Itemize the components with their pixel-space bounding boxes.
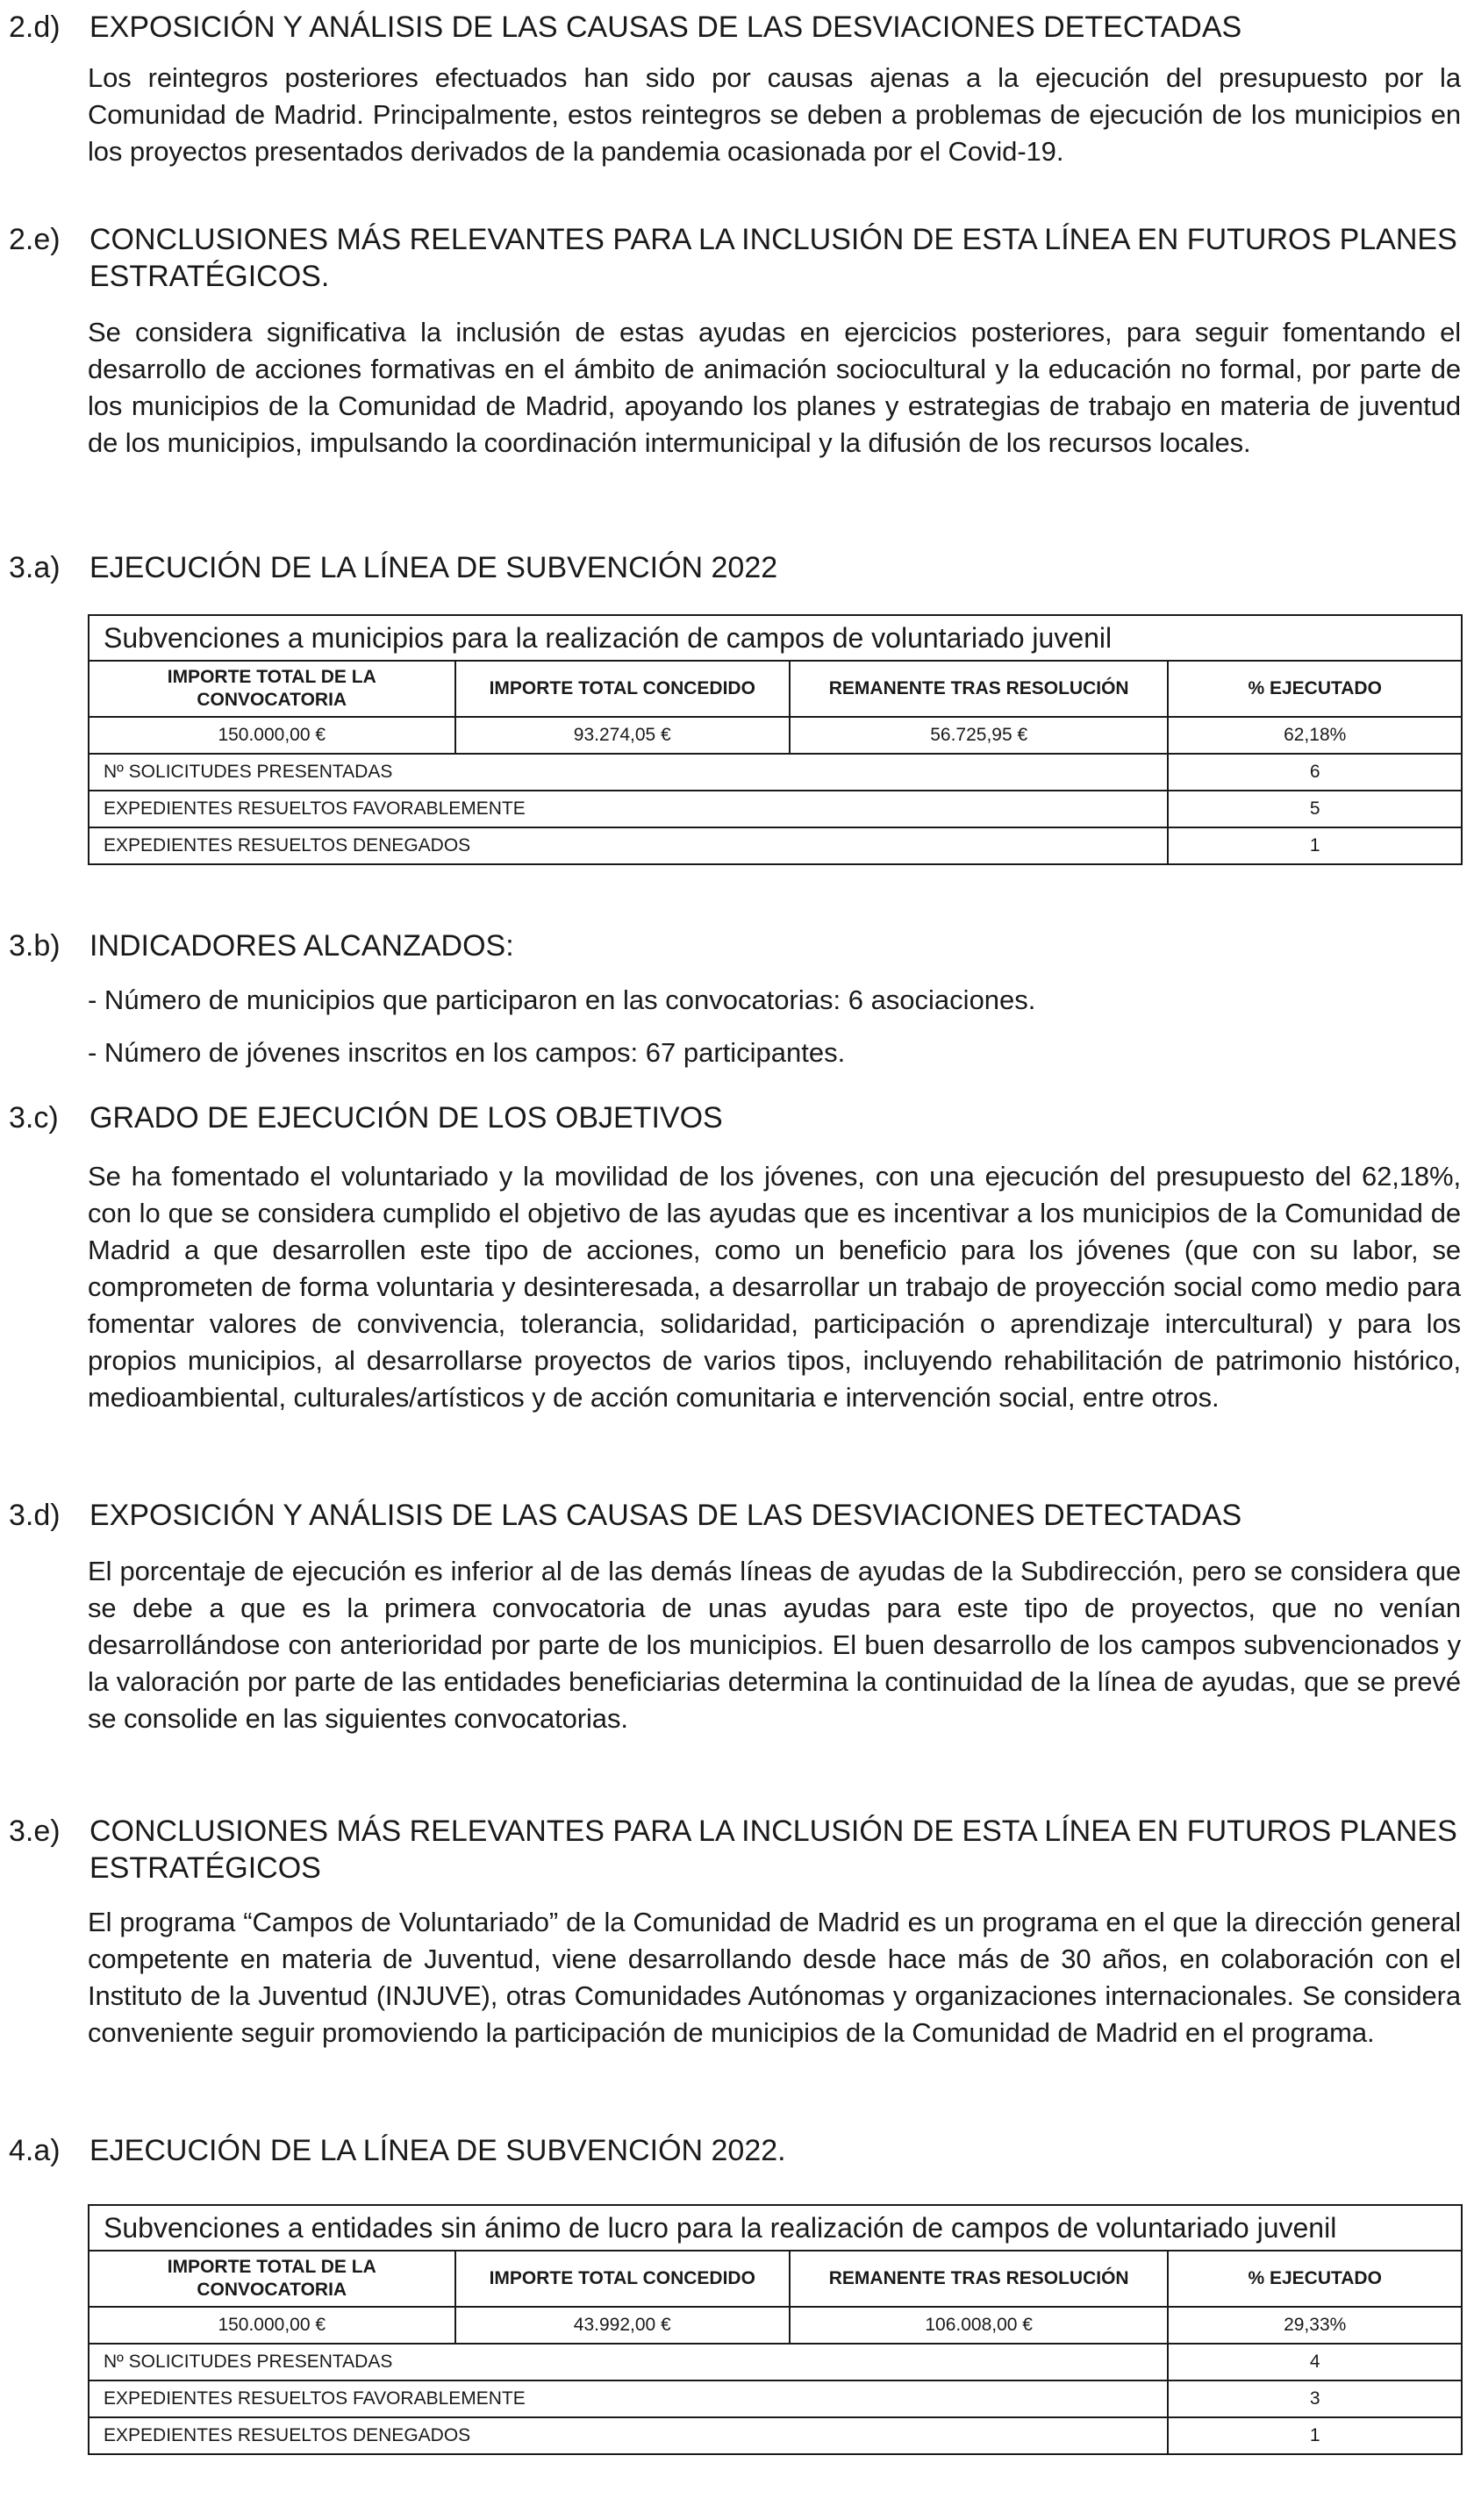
row-value: 1 <box>1168 827 1462 864</box>
paragraph-2d: Los reintegros posteriores efectuados han sido por causas ajenas a la ejecución del presupuesto por la Comunidad de Madrid. Principalmente, estos reintegros se deben a problemas de ejecución de los municipios en los proyectos presentados derivados de la pandemia ocasionada por el Covid-19. <box>88 62 1461 167</box>
heading-number: 3.d) <box>9 1499 61 1532</box>
value-porcentaje: 62,18% <box>1168 717 1462 754</box>
row-label: EXPEDIENTES RESUELTOS DENEGADOS <box>89 2417 1168 2454</box>
header-remanente: REMANENTE TRAS RESOLUCIÓN <box>790 661 1168 717</box>
row-value: 4 <box>1168 2344 1462 2380</box>
value-importe-concedido: 43.992,00 € <box>455 2307 790 2344</box>
heading-3c <box>9 1099 723 1136</box>
heading-number: 3.b) <box>9 929 61 963</box>
row-label: Nº SOLICITUDES PRESENTADAS <box>89 754 1168 791</box>
heading-3a <box>9 549 777 586</box>
paragraph-3c: Se ha fomentado el voluntariado y la movilidad de los jóvenes, con una ejecución del presupuesto del 62,18%, con lo que se considera cumplido el objetivo de las ayudas que es incentivar a los municipios de la Comunidad de Madrid a que desarrollen este tipo de acciones, como un beneficio para los jóvenes (que con su labor, se comprometen de forma voluntaria y desinteresada, a desarrollar un trabajo de proyección social como medio para fomentar valores de convivencia, tolerancia, solidaridad, participación o aprendizaje intercultural) y para los propios municipios, al desarrollarse proyectos de varios tipos, incluyendo rehabilitación de patrimonio histórico, medioambiental, culturales/artísticos y de acción comunitaria e intervención social, entre otros. <box>88 1161 1461 1413</box>
heading-title: INDICADORES ALCANZADOS: <box>89 929 514 963</box>
heading-title: EJECUCIÓN DE LA LÍNEA DE SUBVENCIÓN 2022. <box>89 2134 786 2167</box>
heading-4a <box>9 2132 786 2169</box>
paragraph-3e: El programa “Campos de Voluntariado” de la Comunidad de Madrid es un programa en el que la dirección general competente en materia de Juventud, viene desarrollando desde hace más de 30 años, en colaboración con el Instituto de la Juventud (INJUVE), otras Comunidades Autónomas y organizaciones internacionales. Se considera conveniente seguir promoviendo la participación de municipios de la Comunidad de Madrid en el programa. <box>88 1907 1461 2048</box>
value-importe-convocatoria: 150.000,00 € <box>89 717 455 754</box>
header-importe-concedido: IMPORTE TOTAL CONCEDIDO <box>455 661 790 717</box>
heading-number: 2.d) <box>9 11 61 44</box>
row-label: EXPEDIENTES RESUELTOS FAVORABLEMENTE <box>89 791 1168 827</box>
heading-number: 3.a) <box>9 551 61 584</box>
value-importe-convocatoria: 150.000,00 € <box>89 2307 455 2344</box>
indicator-item: - Número de jóvenes inscritos en los campos: 67 participantes. <box>88 1037 846 1068</box>
heading-number: 4.a) <box>9 2134 61 2167</box>
heading-title: GRADO DE EJECUCIÓN DE LOS OBJETIVOS <box>89 1101 723 1135</box>
row-label: EXPEDIENTES RESUELTOS FAVORABLEMENTE <box>89 2380 1168 2417</box>
header-importe-concedido: IMPORTE TOTAL CONCEDIDO <box>455 2251 790 2307</box>
heading-2d <box>9 9 1241 46</box>
header-importe-convocatoria: IMPORTE TOTAL DE LA CONVOCATORIA <box>89 2251 455 2307</box>
row-label: Nº SOLICITUDES PRESENTADAS <box>89 2344 1168 2380</box>
value-porcentaje: 29,33% <box>1168 2307 1462 2344</box>
row-value: 3 <box>1168 2380 1462 2417</box>
heading-title: EJECUCIÓN DE LA LÍNEA DE SUBVENCIÓN 2022 <box>89 551 778 584</box>
heading-number: 2.e) <box>9 223 61 256</box>
heading-3e <box>9 1813 1465 1886</box>
value-remanente: 56.725,95 € <box>790 717 1168 754</box>
header-remanente: REMANENTE TRAS RESOLUCIÓN <box>790 2251 1168 2307</box>
row-label: EXPEDIENTES RESUELTOS DENEGADOS <box>89 827 1168 864</box>
paragraph-2e: Se considera significativa la inclusión de estas ayudas en ejercicios posteriores, para seguir fomentando el desarrollo de acciones formativas en el ámbito de animación sociocultural y la educación no formal, por parte de los municipios de la Comunidad de Madrid, apoyando los planes y estrategias de trabajo en materia de juventud de los municipios, impulsando la coordinación intermunicipal y la difusión de los recursos locales. <box>88 317 1461 458</box>
table-caption: Subvenciones a municipios para la realización de campos de voluntariado juvenil <box>89 615 1462 661</box>
value-importe-concedido: 93.274,05 € <box>455 717 790 754</box>
heading-number: 3.e) <box>9 1815 61 1848</box>
heading-title: EXPOSICIÓN Y ANÁLISIS DE LAS CAUSAS DE LAS DESVIACIONES DETECTADAS <box>89 1499 1242 1532</box>
heading-3d <box>9 1497 1241 1534</box>
row-value: 6 <box>1168 754 1462 791</box>
row-value: 5 <box>1168 791 1462 827</box>
indicator-item: - Número de municipios que participaron en las convocatorias: 6 asociaciones. <box>88 984 1036 1015</box>
heading-2e <box>9 221 1465 295</box>
paragraph-3d: El porcentaje de ejecución es inferior al de las demás líneas de ayudas de la Subdirección, pero se considera que se debe a que es la primera convocatoria de unas ayudas para este tipo de proyectos, que no venían desarrollándose con anterioridad por parte de los municipios. El buen desarrollo de los campos subvencionados y la valoración por parte de las entidades beneficiarias determina la continuidad de la línea de ayudas, que se prevé se consolide en las siguientes convocatorias. <box>88 1556 1461 1734</box>
heading-title: CONCLUSIONES MÁS RELEVANTES PARA LA INCLUSIÓN DE ESTA LÍNEA EN FUTUROS PLANES ESTRATÉGICOS. <box>89 223 1457 293</box>
table-4a <box>88 2204 1463 2455</box>
table-3a <box>88 614 1463 865</box>
heading-3b <box>9 927 514 964</box>
table-caption: Subvenciones a entidades sin ánimo de lucro para la realización de campos de voluntariado juvenil <box>89 2205 1462 2251</box>
header-porcentaje: % EJECUTADO <box>1168 2251 1462 2307</box>
row-value: 1 <box>1168 2417 1462 2454</box>
heading-title: EXPOSICIÓN Y ANÁLISIS DE LAS CAUSAS DE LAS DESVIACIONES DETECTADAS <box>89 11 1242 44</box>
header-importe-convocatoria: IMPORTE TOTAL DE LA CONVOCATORIA <box>89 661 455 717</box>
header-porcentaje: % EJECUTADO <box>1168 661 1462 717</box>
value-remanente: 106.008,00 € <box>790 2307 1168 2344</box>
heading-number: 3.c) <box>9 1101 59 1135</box>
heading-title: CONCLUSIONES MÁS RELEVANTES PARA LA INCLUSIÓN DE ESTA LÍNEA EN FUTUROS PLANES ESTRATÉGICOS <box>89 1815 1457 1885</box>
